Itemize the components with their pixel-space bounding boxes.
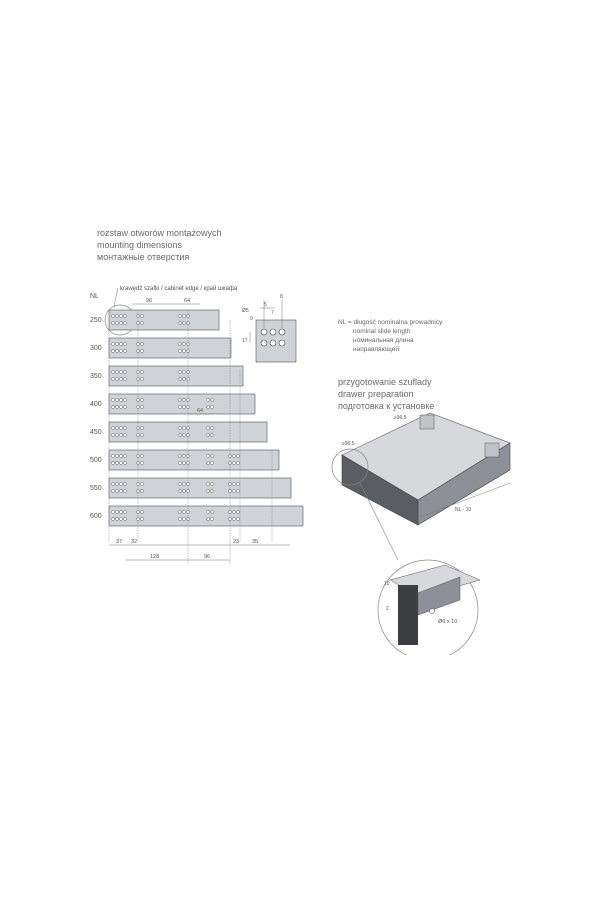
mounting-hole — [237, 462, 240, 465]
nl-row-label: 250 — [90, 317, 102, 324]
mounting-hole — [211, 490, 214, 493]
nl-row-label: 350 — [90, 373, 102, 380]
detail-dim-5: 5 — [264, 302, 267, 308]
mounting-hole — [183, 483, 186, 486]
detail-dim-9: 9 — [250, 316, 253, 322]
mounting-hole — [183, 371, 186, 374]
header-line-ru: монтажные отверстия — [97, 252, 190, 262]
mounting-hole — [120, 406, 123, 409]
mounting-hole — [183, 350, 186, 353]
mounting-hole — [112, 371, 115, 374]
mounting-hole — [179, 483, 182, 486]
mounting-hole — [141, 322, 144, 325]
mounting-hole — [183, 406, 186, 409]
mounting-hole — [207, 490, 210, 493]
mounting-hole — [120, 518, 123, 521]
mounting-hole — [120, 378, 123, 381]
mounting-hole — [233, 455, 236, 458]
mounting-hole — [179, 343, 182, 346]
mounting-hole — [141, 511, 144, 514]
mounting-hole — [124, 462, 127, 465]
drawer-prep-line-ru: подготовка к установке — [338, 401, 435, 411]
mounting-hole — [141, 406, 144, 409]
mounting-hole — [124, 518, 127, 521]
mounting-hole — [207, 434, 210, 437]
mounting-hole — [207, 399, 210, 402]
mounting-hole — [233, 483, 236, 486]
mounting-hole — [120, 511, 123, 514]
mounting-hole — [112, 350, 115, 353]
mounting-hole — [116, 315, 119, 318]
detail-dim-7: 7 — [271, 310, 274, 316]
mounting-hole — [141, 518, 144, 521]
slide-rail — [109, 310, 219, 330]
mounting-hole — [211, 399, 214, 402]
detail-dim-8: 8 — [280, 294, 283, 300]
mounting-hole — [112, 455, 115, 458]
mounting-hole — [141, 378, 144, 381]
bottom-dim-96: 96 — [204, 554, 211, 560]
mounting-hole — [211, 455, 214, 458]
mounting-hole — [233, 462, 236, 465]
nl-note-line-4: направляющей — [353, 346, 399, 353]
mounting-hole — [141, 371, 144, 374]
mounting-hole — [179, 462, 182, 465]
mounting-hole — [179, 350, 182, 353]
nl-row-label: 500 — [90, 457, 102, 464]
nl-row-label: 400 — [90, 401, 102, 408]
mounting-hole — [179, 371, 182, 374]
mounting-hole — [120, 462, 123, 465]
nl-note-line-1: NL = długość nominalna prowadnicy — [338, 319, 443, 326]
mounting-hole — [124, 371, 127, 374]
nl-note — [338, 318, 442, 354]
mounting-hole — [116, 490, 119, 493]
mounting-hole — [237, 511, 240, 514]
mounting-hole — [124, 315, 127, 318]
nl-row-label: 300 — [90, 345, 102, 352]
nl-column-header: NL — [90, 293, 99, 300]
mounting-hole — [211, 427, 214, 430]
cabinet-edge-label: krawędź szafki / cabinet edge / край шкафа — [120, 286, 238, 292]
mounting-hole — [112, 483, 115, 486]
header-line-pl: rozstaw otworów montażowych — [97, 228, 222, 238]
mounting-hole — [183, 511, 186, 514]
mounting-hole — [207, 406, 210, 409]
mounting-hole — [112, 378, 115, 381]
mounting-hole — [124, 343, 127, 346]
mounting-hole — [120, 427, 123, 430]
nl-row-label: 550 — [90, 485, 102, 492]
header-line-en: mounting dimensions — [97, 240, 183, 250]
mounting-hole — [116, 483, 119, 486]
mounting-hole — [179, 378, 182, 381]
mounting-hole — [141, 455, 144, 458]
mounting-hole — [116, 427, 119, 430]
mounting-hole — [141, 427, 144, 430]
mounting-hole — [120, 483, 123, 486]
mounting-hole — [120, 399, 123, 402]
mounting-hole — [116, 322, 119, 325]
mounting-hole — [124, 399, 127, 402]
mounting-hole — [141, 462, 144, 465]
mounting-hole — [141, 434, 144, 437]
mounting-hole — [141, 343, 144, 346]
hole-detail-inset — [240, 290, 300, 370]
mounting-hole — [120, 350, 123, 353]
detail-dim-offset: 2 — [386, 606, 389, 612]
mounting-hole — [207, 455, 210, 458]
drawer-dim-back-a: ≥96,5 — [394, 415, 407, 421]
top-dim-64: 64 — [184, 298, 191, 304]
detail-dim-17: 17 — [242, 338, 248, 344]
mounting-hole — [116, 350, 119, 353]
mounting-hole — [112, 434, 115, 437]
mounting-hole — [124, 322, 127, 325]
top-dim-96: 96 — [146, 298, 153, 304]
mounting-hole — [124, 434, 127, 437]
bottom-dim-128: 128 — [150, 554, 160, 560]
mounting-hole — [179, 455, 182, 458]
mounting-hole — [116, 455, 119, 458]
mounting-hole — [183, 378, 186, 381]
detail-diameter: Ø5 — [242, 308, 249, 314]
mounting-hole — [207, 427, 210, 430]
mounting-hole — [116, 399, 119, 402]
mounting-hole — [237, 490, 240, 493]
mounting-hole — [183, 427, 186, 430]
drawer-dim-length: NL - 10 — [455, 507, 472, 513]
nl-row-label: 600 — [90, 513, 102, 520]
drawer-dim-back-b: ≥96,5 — [342, 441, 355, 447]
detail-dim-h: 10 — [384, 581, 390, 587]
drawer-prep-line-pl: przygotowanie szuflady — [338, 377, 432, 387]
slide-rail — [109, 478, 291, 498]
mounting-hole — [112, 343, 115, 346]
mounting-hole — [120, 490, 123, 493]
section-header — [97, 227, 222, 263]
mounting-hole — [112, 322, 115, 325]
mounting-hole — [120, 343, 123, 346]
mounting-hole — [116, 371, 119, 374]
nl-row-label: 450 — [90, 429, 102, 436]
drawer-prep-line-en: drawer preparation — [338, 389, 414, 399]
mounting-hole — [112, 511, 115, 514]
mounting-hole — [237, 455, 240, 458]
mounting-hole — [141, 399, 144, 402]
mounting-hole — [183, 343, 186, 346]
mounting-hole — [179, 434, 182, 437]
mounting-hole — [112, 406, 115, 409]
hole-size-label: Ø6 x 10 — [438, 619, 458, 625]
mounting-hole — [124, 378, 127, 381]
mounting-hole — [112, 518, 115, 521]
bottom-dim-23: 23 — [233, 539, 240, 545]
mounting-hole — [233, 511, 236, 514]
mounting-hole — [120, 455, 123, 458]
mounting-hole — [183, 322, 186, 325]
mounting-hole — [233, 490, 236, 493]
mounting-hole — [179, 315, 182, 318]
mounting-hole — [211, 406, 214, 409]
mounting-hole — [112, 462, 115, 465]
mounting-hole — [116, 378, 119, 381]
mounting-hole — [124, 490, 127, 493]
mounting-hole — [141, 483, 144, 486]
mounting-hole — [183, 315, 186, 318]
mounting-hole — [112, 399, 115, 402]
mounting-hole — [116, 434, 119, 437]
mounting-hole — [211, 511, 214, 514]
mounting-hole — [116, 518, 119, 521]
mounting-hole — [183, 490, 186, 493]
nl-note-line-3: номинальная длина — [353, 337, 414, 344]
mounting-hole — [183, 462, 186, 465]
nl-note-line-2: nominal slide length — [353, 328, 411, 335]
mounting-hole — [179, 490, 182, 493]
mounting-hole — [211, 483, 214, 486]
slide-rail — [109, 366, 243, 386]
mounting-hole — [207, 518, 210, 521]
mounting-hole — [207, 511, 210, 514]
mounting-hole — [179, 511, 182, 514]
inner-dim-64: 64 — [197, 408, 204, 414]
mounting-hole — [179, 406, 182, 409]
mounting-hole — [237, 483, 240, 486]
bottom-dim-37: 37 — [116, 539, 123, 545]
bottom-dim-32: 32 — [131, 539, 138, 545]
mounting-hole — [112, 427, 115, 430]
slide-rail — [109, 338, 231, 358]
mounting-hole — [116, 462, 119, 465]
edge-leader — [114, 288, 118, 306]
mounting-hole — [120, 322, 123, 325]
mounting-hole — [211, 518, 214, 521]
mounting-hole — [211, 434, 214, 437]
mounting-hole — [237, 518, 240, 521]
mounting-hole — [124, 483, 127, 486]
mounting-hole — [120, 371, 123, 374]
mounting-hole — [179, 427, 182, 430]
mounting-hole — [124, 427, 127, 430]
bottom-dim-35: 35 — [252, 539, 259, 545]
mounting-hole — [183, 434, 186, 437]
mounting-hole — [183, 455, 186, 458]
mounting-hole — [116, 511, 119, 514]
mounting-hole — [120, 434, 123, 437]
mounting-hole — [112, 490, 115, 493]
mounting-hole — [179, 322, 182, 325]
mounting-hole — [179, 399, 182, 402]
mounting-hole — [207, 462, 210, 465]
mounting-hole — [183, 518, 186, 521]
mounting-hole — [124, 511, 127, 514]
mounting-hole — [211, 462, 214, 465]
drawer-illustration — [320, 405, 520, 655]
mounting-hole — [141, 490, 144, 493]
mounting-hole — [112, 315, 115, 318]
slide-rail — [109, 394, 255, 414]
mounting-hole — [120, 315, 123, 318]
mounting-hole — [233, 518, 236, 521]
slide-rail — [109, 450, 279, 470]
mounting-hole — [141, 315, 144, 318]
mounting-hole — [207, 483, 210, 486]
mounting-hole — [124, 406, 127, 409]
mounting-hole — [141, 350, 144, 353]
mounting-hole — [124, 455, 127, 458]
mounting-hole — [116, 343, 119, 346]
mounting-hole — [124, 350, 127, 353]
mounting-hole — [183, 399, 186, 402]
mounting-hole — [116, 406, 119, 409]
mounting-hole — [179, 518, 182, 521]
